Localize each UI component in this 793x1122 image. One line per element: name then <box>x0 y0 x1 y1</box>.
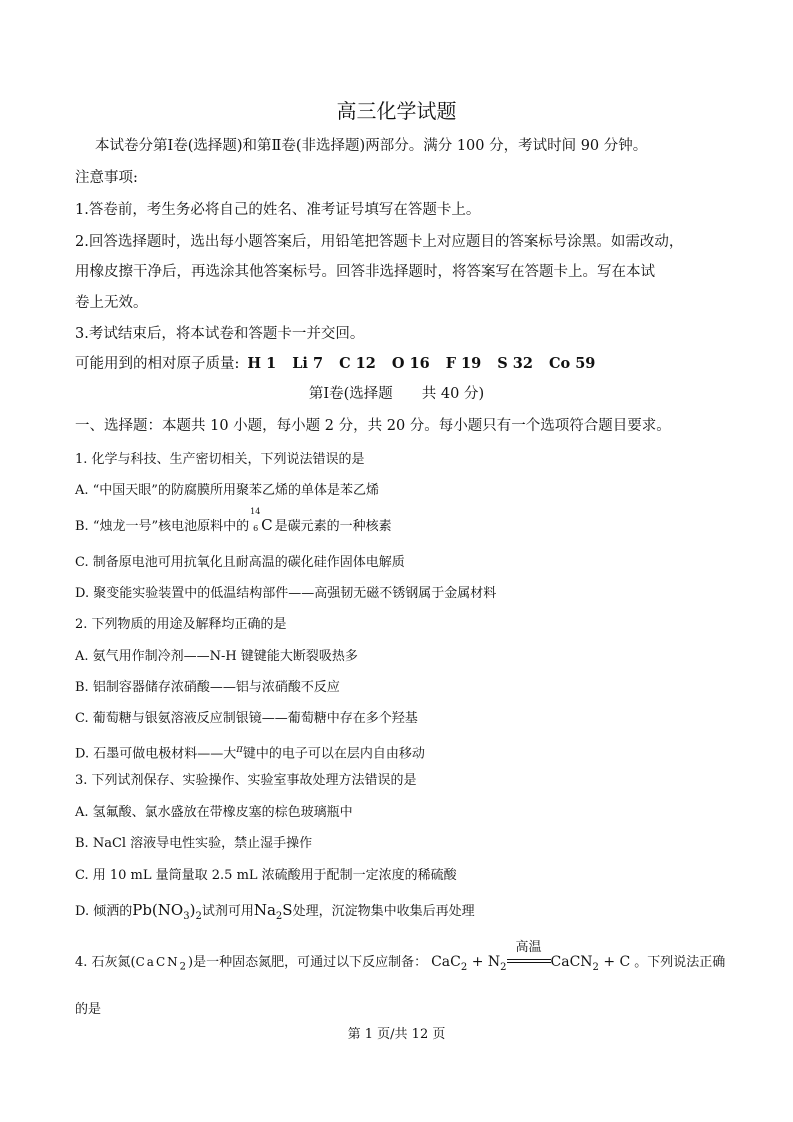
reaction-arrow <box>507 940 551 967</box>
intro-text: 本试卷分第Ⅰ卷(选择题)和第Ⅱ卷(非选择题)两部分。满分 100 分，考试时间 90 分钟。 <box>95 138 648 154</box>
q2-option-d: D. 石墨可做电极材料——大$^\pi$键中的电子可以在层内自由移动 <box>75 744 425 762</box>
page-footer: 第 1 页/共 12 页 <box>347 1027 446 1042</box>
q3-option-a: A. 氢氟酸、氯水盛放在带橡皮塞的棕色玻璃瓶中 <box>75 805 353 820</box>
sodium-sulfide-formula: $Na_2S$ <box>253 901 293 922</box>
atomic-mass: H 1 Li 7 C 12 O 16 F 19 S 32 Co 59 <box>247 355 596 372</box>
notice-1: 1.答卷前，考生务必将自己的姓名、准考证号填写在答题卡上。 <box>75 202 481 218</box>
atomic-mass-label: 可能用到的相对原子质量: <box>75 356 240 372</box>
atomic-masses <box>75 354 611 374</box>
notice-2: 2.回答选择题时，选出每小题答案后，用铅笔把答题卡上对应题目的答案标号涂黑。如需改动， <box>75 234 684 250</box>
q3-option-d: D. 倾洒的$Pb(NO_3)_2$试剂可用$Na_2S$处理，沉淀物集中收集后再处理 <box>75 901 475 922</box>
notice-3: 3.考试结束后，将本试卷和答题卡一并交回。 <box>75 326 365 342</box>
notice-2-end: 卷上无效。 <box>75 295 148 311</box>
lead-nitrate-formula: $Pb(NO_3)_2$ <box>132 901 202 922</box>
q1-option-b: B. “烛龙一号”核电池原料中的 14 6 C 是碳元素的一种核素 <box>75 507 392 534</box>
notice-heading: 注意事项: <box>75 170 138 186</box>
notice-2-cont: 用橡皮擦干净后，再选涂其他答案标号。回答非选择题时，将答案写在答题卡上。写在本试 <box>75 264 655 280</box>
carbon-14-isotope: 14 6 C <box>250 507 273 534</box>
q1-option-c: C. 制备原电池可用抗氧化且耐高温的碳化硅作固体电解质 <box>75 555 405 570</box>
q2-stem: 2. 下列物质的用途及解释均正确的是 <box>75 617 287 632</box>
section-instructions: 一、选择题：本题共 10 小题，每小题 2 分，共 20 分。每小题只有一个选项符合题目要求。 <box>75 418 671 434</box>
calcium-cyanamide-formula: CaCN$_2$ <box>135 955 189 973</box>
reaction-equation: $CaC_2 + N_2$ 高温 CaCN$_2$ + C <box>431 940 631 973</box>
pi-symbol: π <box>236 744 243 755</box>
reaction-condition: 高温 <box>515 940 542 955</box>
page-title: 高三化学试题 <box>336 99 457 123</box>
q2-option-a: A. 氨气用作制冷剂——N-H 键键能大断裂吸热多 <box>75 649 358 664</box>
q2-option-b: B. 铝制容器储存浓硝酸——铝与浓硝酸不反应 <box>75 680 340 695</box>
q1-option-a: A. “中国天眼”的防腐膜所用聚苯乙烯的单体是苯乙烯 <box>75 483 379 498</box>
q3-stem: 3. 下列试剂保存、实验操作、实验室事故处理方法错误的是 <box>75 773 417 788</box>
q4-stem-end: 的是 <box>75 1002 102 1017</box>
q3-option-b: B. NaCl 溶液导电性实验，禁止湿手操作 <box>75 836 313 851</box>
q1-stem: 1. 化学与科技、生产密切相关，下列说法错误的是 <box>75 452 365 467</box>
section-title: 第Ⅰ卷(选择题 共 40 分) <box>308 386 485 402</box>
q3-option-c: C. 用 10 mL 量筒量取 2.5 mL 浓硫酸用于配制一定浓度的稀硫酸 <box>75 868 457 883</box>
q4-stem: 4. 石灰氮(CaCN$_2$)是一种固态氮肥，可通过以下反应制备： $CaC_2 + N_2$ 高温 CaCN$_2$ + C 。下列说法正确 <box>75 952 725 978</box>
q2-option-c: C. 葡萄糖与银氨溶液反应制银镜——葡萄糖中存在多个羟基 <box>75 711 418 726</box>
q1-option-d: D. 聚变能实验装置中的低温结构部件——高强韧无磁不锈钢属于金属材料 <box>75 586 497 601</box>
